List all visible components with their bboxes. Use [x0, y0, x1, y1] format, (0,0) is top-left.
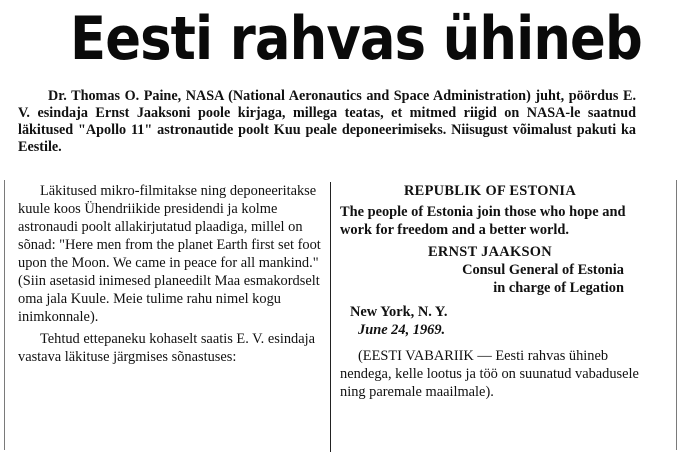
notice-title: REPUBLIK OF ESTONIA: [403, 183, 577, 199]
signer-place: New York, N. Y.: [350, 304, 448, 320]
notice-body: The people of Estonia join those who hope and work for freedom and a better world.: [340, 204, 626, 238]
right-margin-rule: [676, 180, 677, 450]
signer-date: June 24, 1969.: [358, 322, 446, 338]
body-paragraph-1: Läkitused mikro-filmitakse ning deponeeritakse kuule koos Ühendriikide presidendi ja kolme astronaudi poolt allakirjutatud plaadiga, millel on sõnad: "Here men from the planet Earth first set foot upon the Moon. We came in peace for all mankind." (Siin asetasid inimesed planeedilt Maa esmakordselt oma jala Kuule. Meie tulime rahu nimel kogu inimkonnale).: [18, 183, 321, 325]
left-margin-rule: [4, 180, 5, 450]
signer-title-line-2: in charge of Legation: [493, 280, 624, 296]
body-paragraph-2: Tehtud ettepaneku kohaselt saatis E. V. esindaja vastava läkituse järgmises sõnastuses:: [18, 331, 316, 365]
notice-translation: (EESTI VABARIIK — Eesti rahvas ühineb nendega, kelle lootus ja töö on suunatud vabadusele ning paremale maailmale).: [340, 348, 639, 400]
left-column: [18, 182, 322, 370]
headline: Eesti rahvas ühineb: [70, 4, 642, 74]
signer-name: ERNST JAAKSON: [428, 244, 552, 260]
right-column: [340, 182, 640, 401]
lead-paragraph: Dr. Thomas O. Paine, NASA (National Aeronautics and Space Administration) juht, pöördus E. V. esindaja Ernst Jaaksoni poole kirjaga, millega teatas, et mitmed riigid on NASA-le saatnud läkitused "Apollo 11" astronautide poolt Kuu peale deponeerimiseks. Niisugust võimalust pakuti ka Eestile.: [18, 88, 636, 155]
column-divider: [330, 182, 331, 452]
signer-title-line-1: Consul General of Estonia: [462, 262, 624, 278]
